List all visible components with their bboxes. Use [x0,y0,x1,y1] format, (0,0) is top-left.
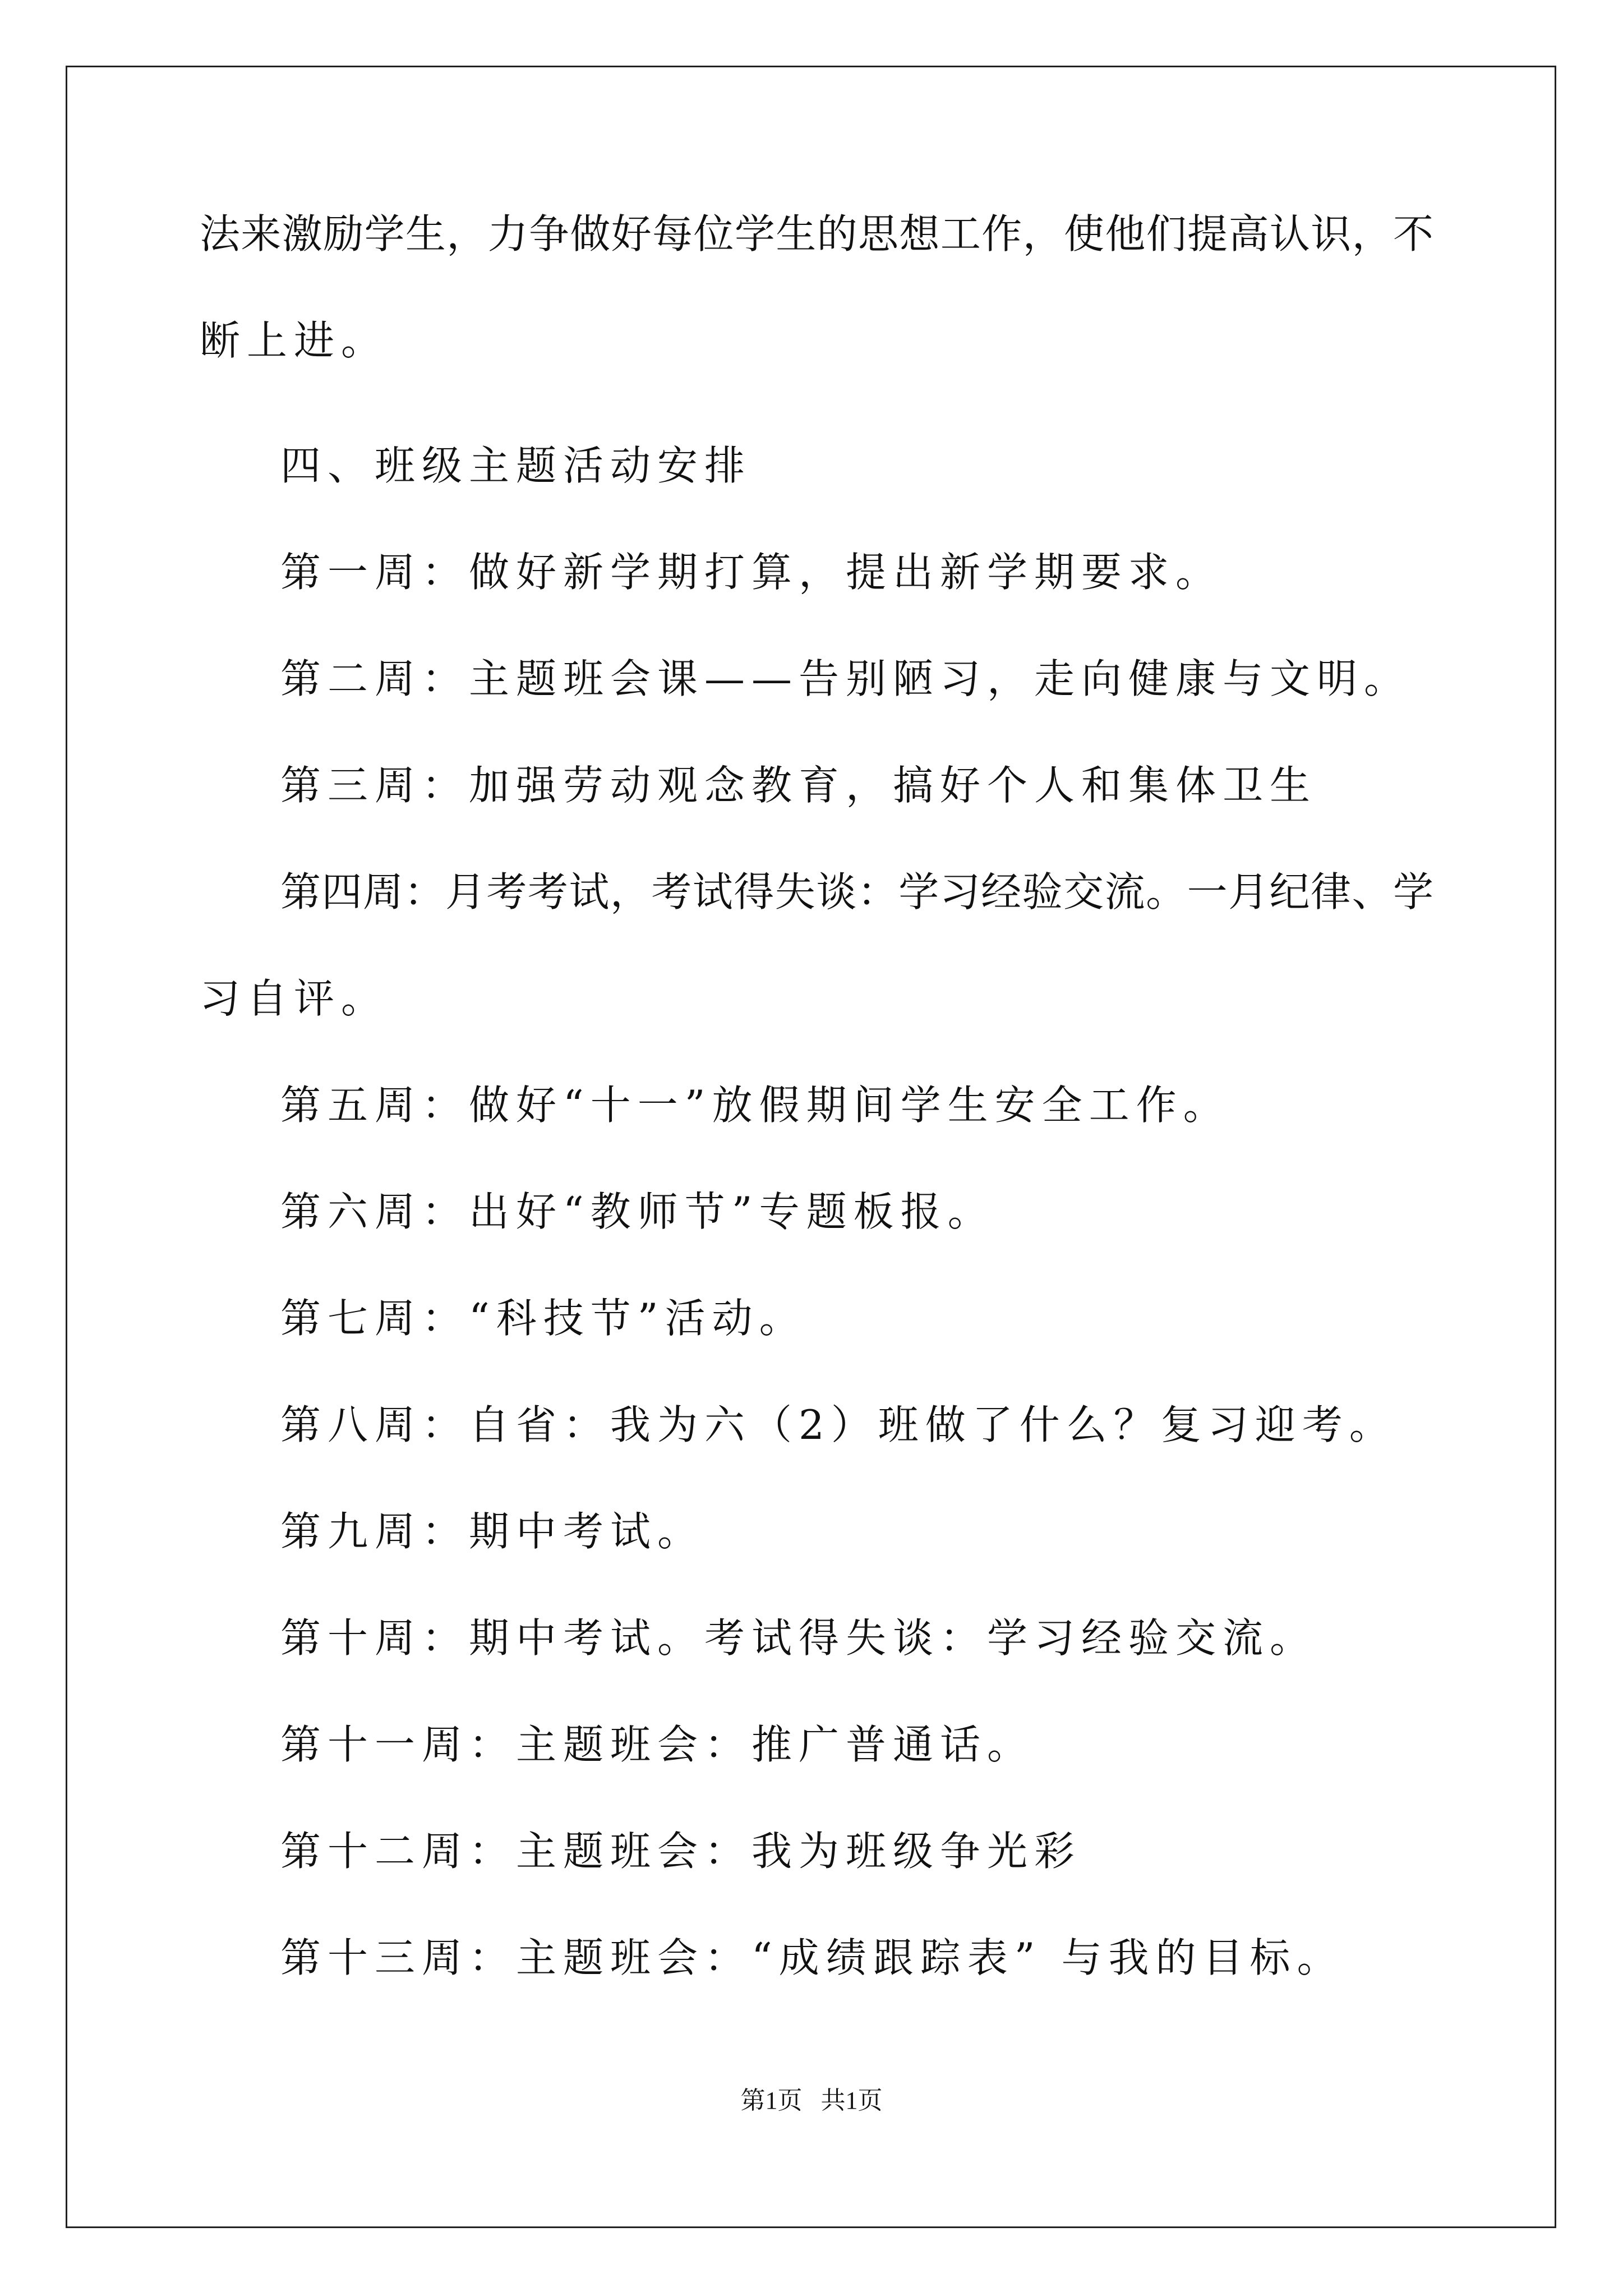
week-10-line: 第十周：期中考试。考试得失谈：学习经验交流。 [280,1614,1317,1662]
body-line-1: 法来激励学生，力争做好每位学生的思想工作，使他们提高认识，不 [200,210,1433,257]
page-border [66,66,1556,2228]
week-12-line: 第十二周：主题班会：我为班级争光彩 [280,1828,1082,1875]
week-1-line: 第一周：做好新学期打算，提出新学期要求。 [280,549,1223,596]
week-6-line: 第六周：出好“教师节”专题板报。 [280,1188,995,1235]
page-footer: 第1页 共1页 [740,2087,883,2114]
week-7-line: 第七周：“科技节”活动。 [280,1295,806,1342]
section-heading: 四、班级主题活动安排 [280,442,752,489]
week-4-continuation: 习自评。 [200,975,389,1022]
week-4-line: 第四周：月考考试，考试得失谈：学习经验交流。一月纪律、学 [280,868,1433,915]
body-line-2: 断上进。 [200,317,389,364]
week-3-line: 第三周：加强劳动观念教育，搞好个人和集体卫生 [280,762,1317,809]
week-13-line: 第十三周：主题班会：“成绩跟踪表” 与我的目标。 [280,1934,1344,1981]
week-11-line: 第十一周：主题班会：推广普通话。 [280,1721,1035,1768]
week-8-line: 第八周：自省：我为六（2）班做了什么？复习迎考。 [280,1401,1396,1448]
week-5-line: 第五周：做好“十一”放假期间学生安全工作。 [280,1082,1230,1129]
week-9-line: 第九周：期中考试。 [280,1508,705,1555]
week-2-line: 第二周：主题班会课——告别陋习，走向健康与文明。 [280,655,1412,702]
